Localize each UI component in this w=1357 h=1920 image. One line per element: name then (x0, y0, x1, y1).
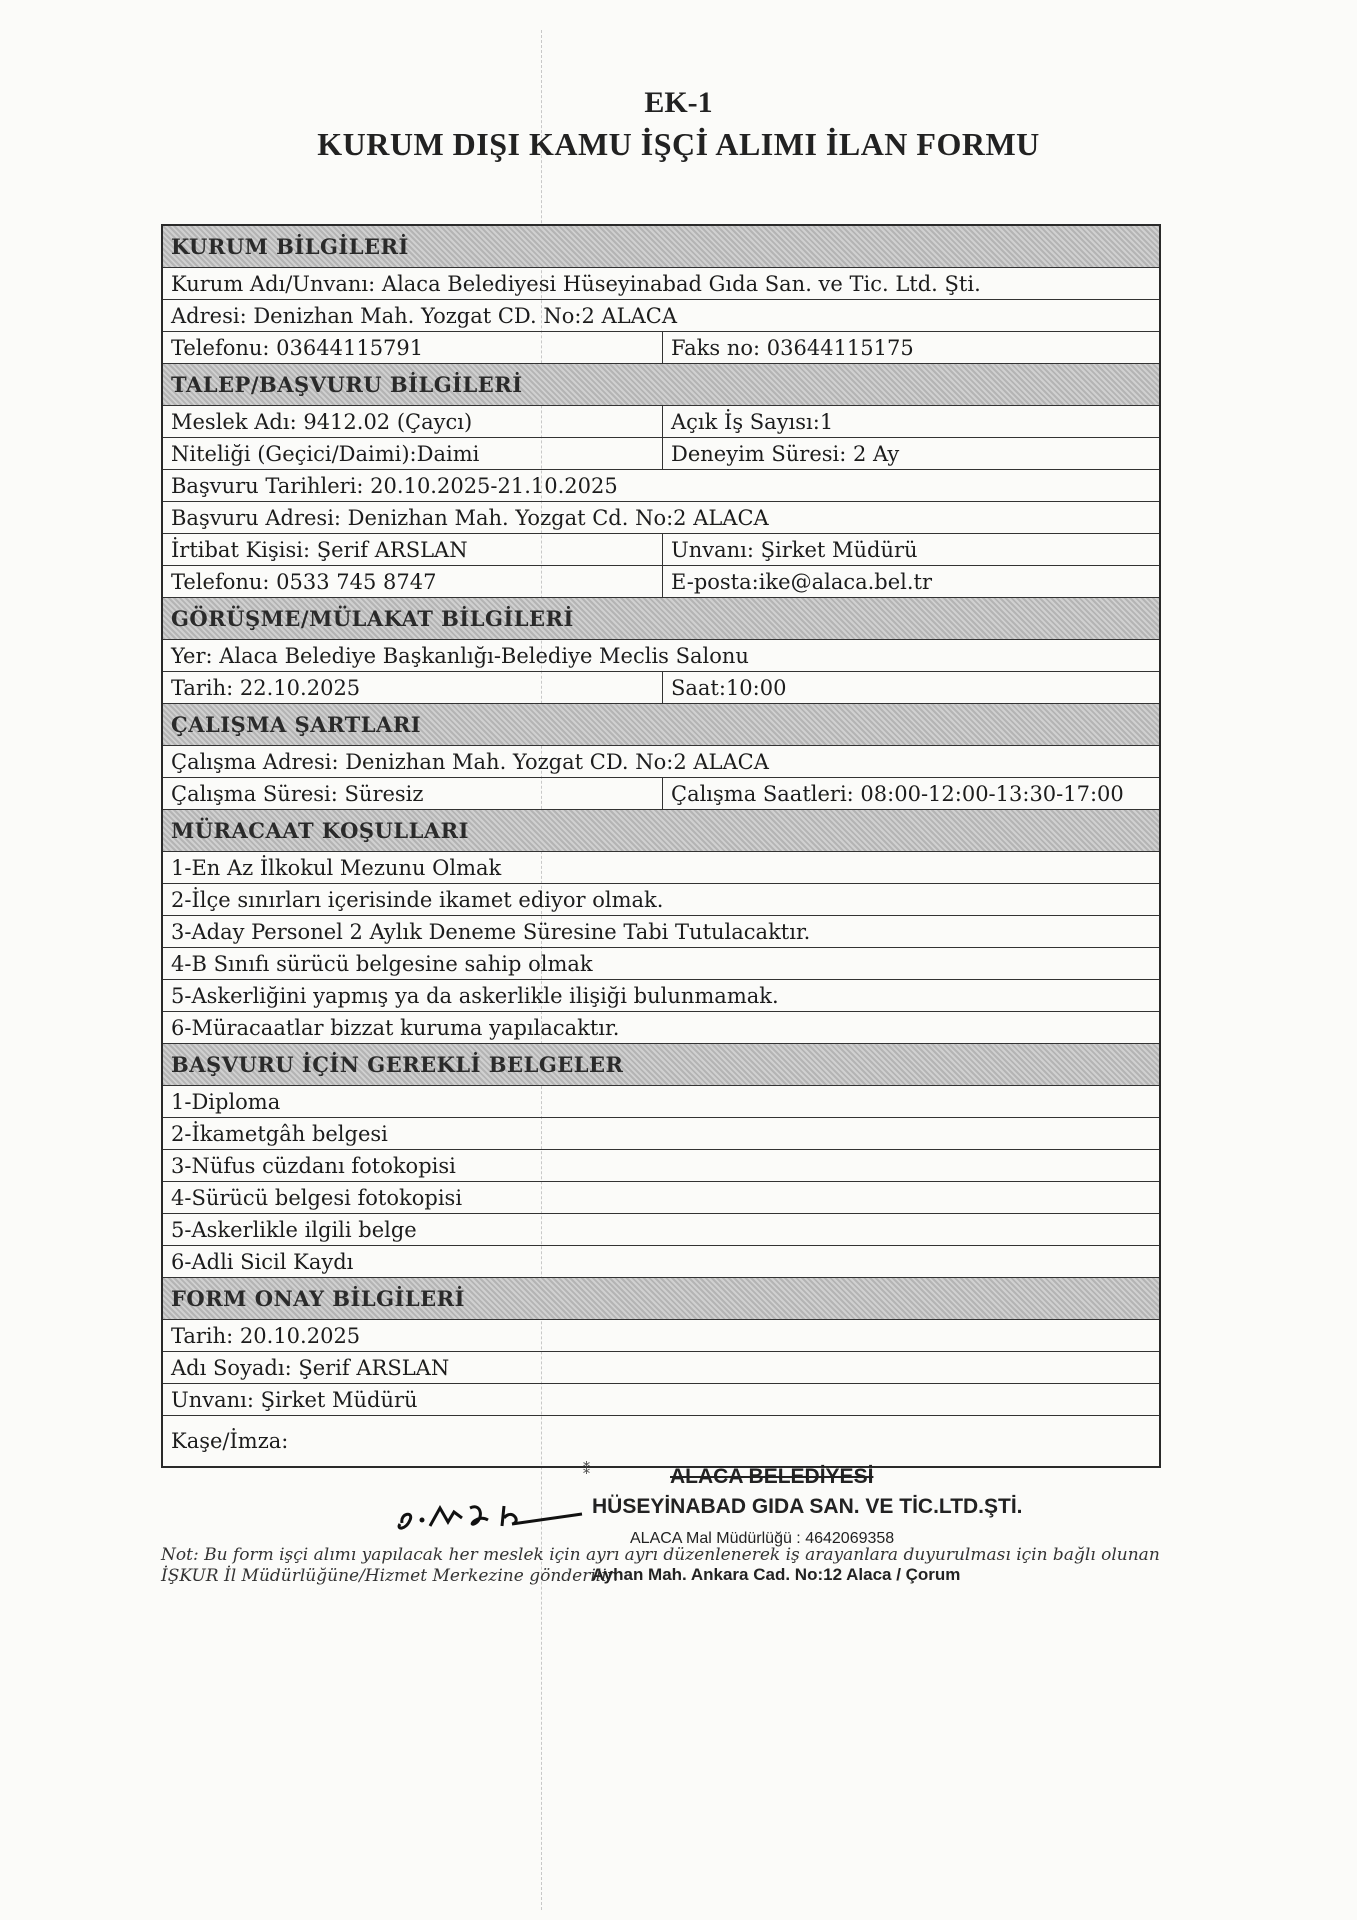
list-item: 3-Aday Personel 2 Aylık Deneme Süresine Tabi Tutulacaktır. (163, 916, 1159, 948)
iletisim-row (163, 566, 1159, 598)
kurum-adres-row: Adresi: Denizhan Mah. Yozgat CD. No:2 ALACA (163, 300, 1159, 332)
section-heading: MÜRACAAT KOŞULLARI (171, 818, 469, 843)
list-item: 5-Askerliğini yapmış ya da askerlikle ilişiği bulunmamak. (163, 980, 1159, 1012)
section-talep (163, 364, 1159, 406)
list-item: 5-Askerlikle ilgili belge (163, 1214, 1159, 1246)
stamp-mark-icon: ⁑ (583, 1462, 590, 1478)
section-belgeler (163, 1044, 1159, 1086)
irtibat-unvan: Unvanı: Şirket Müdürü (671, 537, 918, 562)
list-item: 4-B Sınıfı sürücü belgesine sahip olmak (163, 948, 1159, 980)
irtibat-kisisi: İrtibat Kişisi: Şerif ARSLAN (163, 534, 663, 565)
list-item: 6-Adli Sicil Kaydı (163, 1246, 1159, 1278)
gorusme-zaman-row (163, 672, 1159, 704)
job-posting-form (161, 224, 1161, 1468)
signature-icon (392, 1478, 592, 1538)
nitelik: Niteliği (Geçici/Daimi):Daimi (163, 438, 663, 469)
list-item: 2-İkametgâh belgesi (163, 1118, 1159, 1150)
stamp-line-2: HÜSEYİNABAD GIDA SAN. VE TİC.LTD.ŞTİ. (592, 1495, 1023, 1518)
list-item: 4-Sürücü belgesi fotokopisi (163, 1182, 1159, 1214)
calisma-suresi: Çalışma Süresi: Süresiz (163, 778, 663, 809)
kase-imza-label: Kaşe/İmza: (171, 1429, 289, 1453)
form-title: KURUM DIŞI KAMU İŞÇİ ALIMI İLAN FORMU (317, 126, 1040, 162)
kurum-telefon: Telefonu: 03644115791 (163, 332, 663, 363)
section-onay (163, 1278, 1159, 1320)
list-item: 2-İlçe sınırları içerisinde ikamet ediyor olmak. (163, 884, 1159, 916)
kurum-faks: Faks no: 03644115175 (671, 335, 914, 360)
stamp-line-3: ALACA Mal Müdürlüğü : 4642069358 (630, 1530, 895, 1547)
onay-tarih-row: Tarih: 20.10.2025 (163, 1320, 1159, 1352)
onay-unvan-row: Unvanı: Şirket Müdürü (163, 1384, 1159, 1416)
irtibat-telefon: Telefonu: 0533 745 8747 (163, 566, 663, 597)
calisma-saatleri: Çalışma Saatleri: 08:00-12:00-13:30-17:00 (671, 781, 1124, 806)
talep-meslek-row (163, 406, 1159, 438)
section-gorusme (163, 598, 1159, 640)
talep-nitelik-row (163, 438, 1159, 470)
list-item: 1-En Az İlkokul Mezunu Olmak (163, 852, 1159, 884)
section-heading: KURUM BİLGİLERİ (171, 234, 409, 259)
calisma-adres-row: Çalışma Adresi: Denizhan Mah. Yozgat CD. No:2 ALACA (163, 746, 1159, 778)
section-kurum (163, 226, 1159, 268)
irtibat-eposta: E-posta:ike@alaca.bel.tr (671, 569, 933, 594)
section-calisma (163, 704, 1159, 746)
gorusme-saat: Saat:10:00 (671, 675, 787, 700)
list-item: 1-Diploma (163, 1086, 1159, 1118)
kurum-telefon-row (163, 332, 1159, 364)
calisma-sure-row (163, 778, 1159, 810)
section-heading: BAŞVURU İÇİN GEREKLİ BELGELER (171, 1052, 624, 1077)
section-heading: FORM ONAY BİLGİLERİ (171, 1286, 465, 1311)
annex-label: EK-1 (644, 86, 713, 119)
list-item: 3-Nüfus cüzdanı fotokopisi (163, 1150, 1159, 1182)
irtibat-row (163, 534, 1159, 566)
list-item: 6-Müracaatlar bizzat kuruma yapılacaktır. (163, 1012, 1159, 1044)
section-heading: GÖRÜŞME/MÜLAKAT BİLGİLERİ (171, 606, 574, 631)
acik-is-sayisi: Açık İş Sayısı:1 (671, 409, 834, 434)
onay-imza-row (163, 1416, 1159, 1466)
stamp-line-1: ALACA BELEDİYESİ (670, 1465, 874, 1488)
section-heading: TALEP/BAŞVURU BİLGİLERİ (171, 372, 523, 397)
basvuru-tarihleri-row: Başvuru Tarihleri: 20.10.2025-21.10.2025 (163, 470, 1159, 502)
section-muracaat (163, 810, 1159, 852)
gorusme-tarih: Tarih: 22.10.2025 (163, 672, 663, 703)
onay-adsoyad-row: Adı Soyadı: Şerif ARSLAN (163, 1352, 1159, 1384)
meslek-adi: Meslek Adı: 9412.02 (Çaycı) (163, 406, 663, 437)
gorusme-yer-row: Yer: Alaca Belediye Başkanlığı-Belediye Meclis Salonu (163, 640, 1159, 672)
form-note: Not: Bu form işçi alımı yapılacak her meslek için ayrı ayrı düzenlenerek iş arayanlara duyurulması için bağlı olunan İŞKUR İl Müdürlüğüne/Hizmet Merkezine gönderilir. (161, 1545, 1160, 1586)
basvuru-adresi-row: Başvuru Adresi: Denizhan Mah. Yozgat Cd. No:2 ALACA (163, 502, 1159, 534)
stamp-line-4: Ayhan Mah. Ankara Cad. No:12 Alaca / Çorum (592, 1565, 961, 1584)
section-heading: ÇALIŞMA ŞARTLARI (171, 712, 422, 737)
deneyim-suresi: Deneyim Süresi: 2 Ay (671, 441, 900, 466)
kurum-adi-row: Kurum Adı/Unvanı: Alaca Belediyesi Hüseyinabad Gıda San. ve Tic. Ltd. Şti. (163, 268, 1159, 300)
